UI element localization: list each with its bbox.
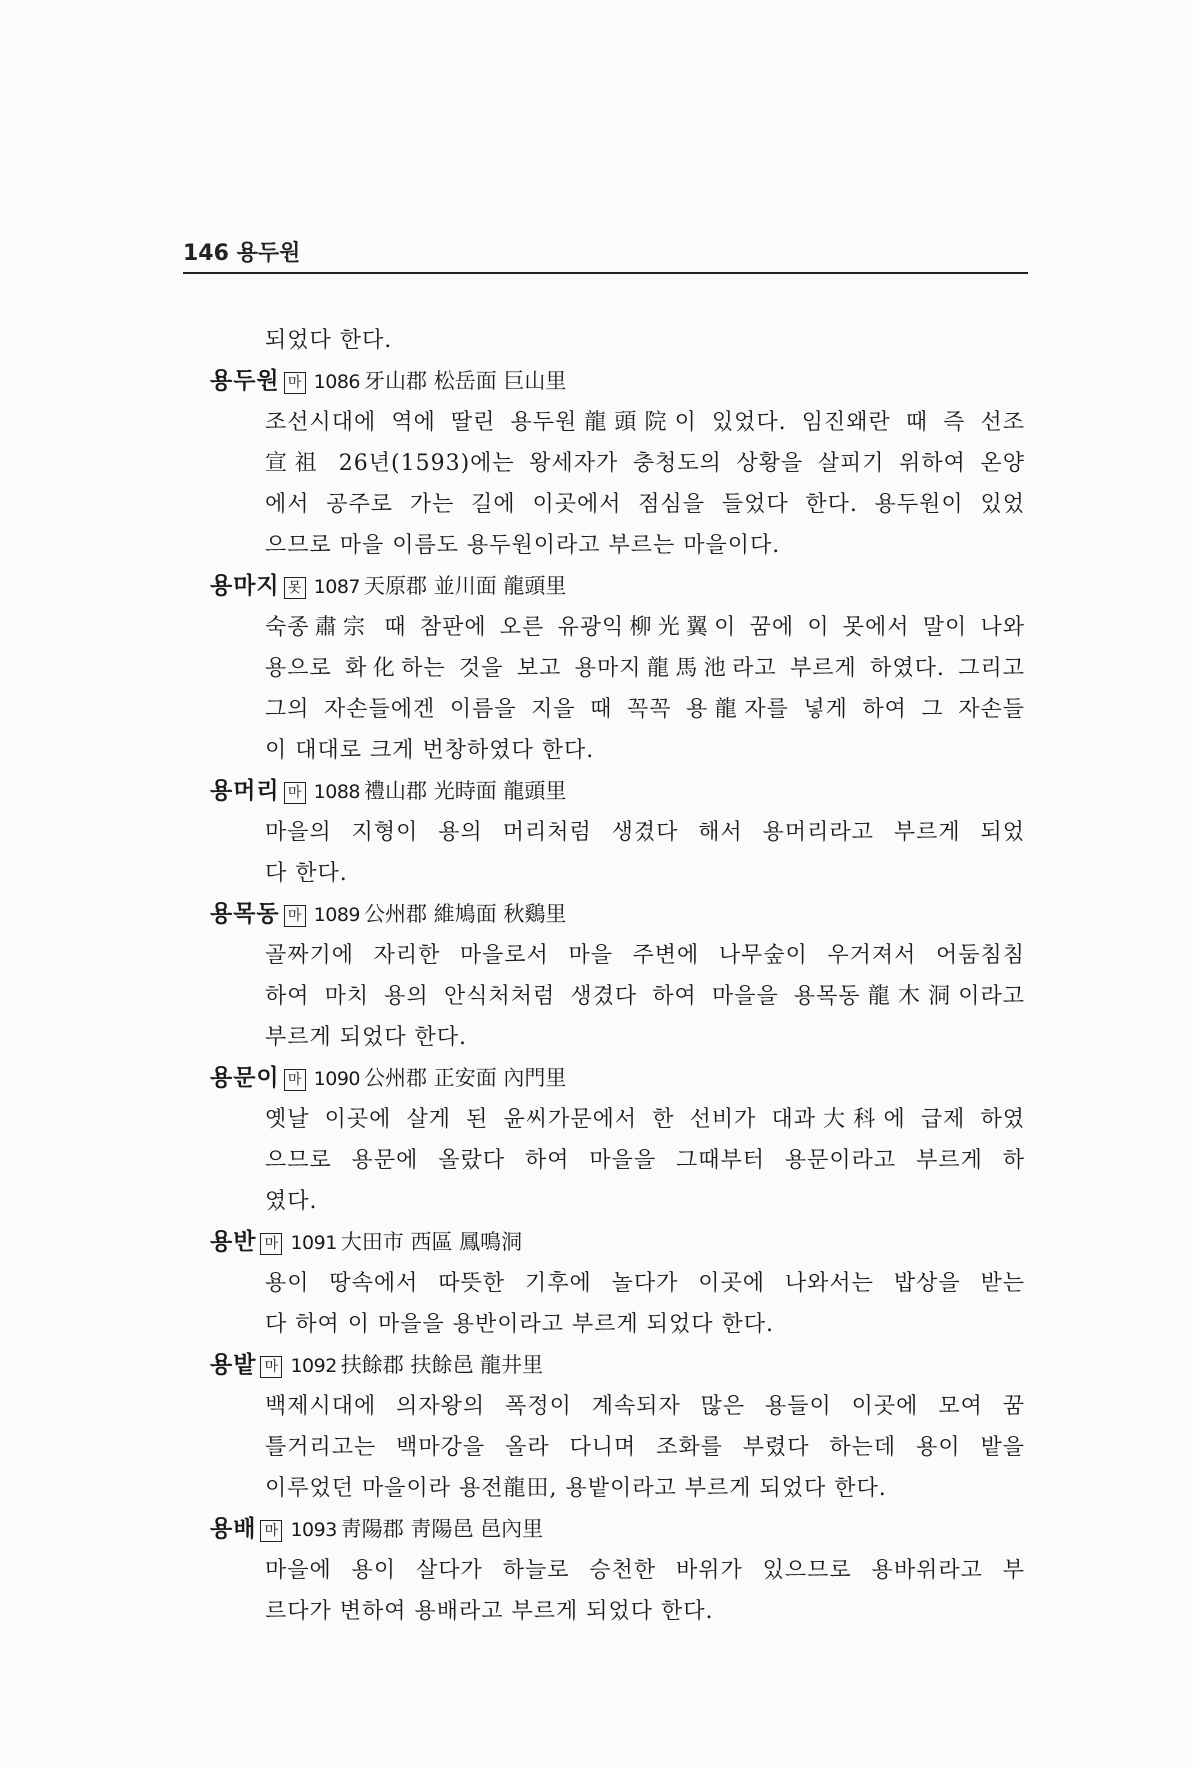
entry-headline xyxy=(210,894,1025,935)
description-line: 으므로 마을 이름도 용두원이라고 부르는 마을이다. xyxy=(265,533,781,558)
entry-description xyxy=(210,1263,1025,1345)
continuation-text: 되었다 한다. xyxy=(265,328,393,353)
entry-location: 牙山郡 松岳面 巨山里 xyxy=(364,369,567,393)
dictionary-entry xyxy=(210,894,1025,1058)
description-line: 이 대대로 크게 번창하였다 한다. xyxy=(265,738,595,763)
entry-title: 용문이 xyxy=(210,1065,280,1091)
entry-title: 용반 xyxy=(210,1229,257,1255)
entry-type-badge: 마 xyxy=(284,905,306,927)
entry-number: 1089 xyxy=(313,904,361,926)
entry-title: 용머리 xyxy=(210,778,280,804)
dictionary-entry xyxy=(210,1509,1025,1632)
entry-location: 禮山郡 光時面 龍頭里 xyxy=(364,779,567,803)
description-line: 으므로 용문에 올랐다 하여 마을을 그때부터 용문이라고 부르게 하 xyxy=(265,1148,1025,1173)
entry-number: 1090 xyxy=(313,1068,361,1090)
description-line: 골짜기에 자리한 마을로서 마을 주변에 나무숲이 우거져서 어둠침침 xyxy=(265,943,1025,968)
dictionary-entry xyxy=(210,361,1025,566)
description-line: 하여 마치 용의 안식처처럼 생겼다 하여 마을을 용목동龍木洞이라고 xyxy=(265,984,1025,1009)
description-line: 마을에 용이 살다가 하늘로 승천한 바위가 있으므로 용바위라고 부 xyxy=(265,1558,1025,1583)
entry-title: 용두원 xyxy=(210,368,280,394)
entry-number: 1092 xyxy=(290,1355,337,1377)
entry-location: 公州郡 正安面 內門里 xyxy=(364,1066,567,1090)
entry-type-badge: 마 xyxy=(284,1069,306,1091)
description-line: 에서 공주로 가는 길에 이곳에서 점심을 들었다 한다. 용두원이 있었 xyxy=(265,492,1025,517)
description-line: 부르게 되었다 한다. xyxy=(265,1025,467,1050)
entry-headline xyxy=(210,1222,1025,1263)
description-line: 였다. xyxy=(265,1189,318,1214)
entry-headline xyxy=(210,361,1025,402)
dictionary-entry xyxy=(210,771,1025,894)
dictionary-entry xyxy=(210,1222,1025,1345)
description-line: 다 한다. xyxy=(265,861,348,886)
entry-headline xyxy=(210,1509,1025,1550)
entry-description xyxy=(210,1099,1025,1222)
entry-type-badge: 마 xyxy=(260,1233,282,1255)
entry-title: 용밭 xyxy=(210,1352,257,1378)
entry-headline xyxy=(210,1058,1025,1099)
entry-location: 大田市 西區 鳳鳴洞 xyxy=(340,1230,523,1254)
entry-location: 公州郡 維鳩面 秋鷄里 xyxy=(364,902,567,926)
entry-type-badge: 마 xyxy=(284,782,306,804)
entry-description xyxy=(210,402,1025,566)
description-line: 용으로 화化하는 것을 보고 용마지龍馬池라고 부르게 하였다. 그리고 xyxy=(265,656,1025,681)
entry-description xyxy=(210,935,1025,1058)
dictionary-entry xyxy=(210,1345,1025,1509)
description-line: 다 하여 이 마을을 용반이라고 부르게 되었다 한다. xyxy=(265,1312,774,1337)
description-line: 틀거리고는 백마강을 올라 다니며 조화를 부렸다 하는데 용이 밭을 xyxy=(265,1435,1025,1460)
entry-type-badge: 마 xyxy=(284,372,306,394)
description-line: 조선시대에 역에 딸린 용두원龍頭院이 있었다. 임진왜란 때 즉 선조 xyxy=(265,410,1025,435)
entry-location: 天原郡 並川面 龍頭里 xyxy=(364,574,567,598)
dictionary-entry xyxy=(210,1058,1025,1222)
description-line: 이루었던 마을이라 용전龍田, 용밭이라고 부르게 되었다 한다. xyxy=(265,1476,887,1501)
description-line: 마을의 지형이 용의 머리처럼 생겼다 해서 용머리라고 부르게 되었 xyxy=(265,820,1025,845)
entry-location: 扶餘郡 扶餘邑 龍井里 xyxy=(340,1353,544,1377)
entry-headline xyxy=(210,566,1025,607)
entry-title: 용목동 xyxy=(210,901,280,927)
entry-type-badge: 마 xyxy=(260,1356,282,1378)
description-line: 宣祖 26년(1593)에는 왕세자가 충청도의 상황을 살피기 위하여 온양 xyxy=(265,451,1025,476)
entries-list xyxy=(210,320,1025,1632)
header-rule xyxy=(183,272,1028,274)
entry-number: 1087 xyxy=(313,576,361,598)
entry-location: 靑陽郡 靑陽邑 邑內里 xyxy=(340,1517,544,1541)
entry-title: 용마지 xyxy=(210,573,280,599)
entry-number: 1091 xyxy=(290,1232,337,1254)
entry-number: 1086 xyxy=(313,371,361,393)
description-line: 옛날 이곳에 살게 된 윤씨가문에서 한 선비가 대과大科에 급제 하였 xyxy=(265,1107,1025,1132)
entry-type-badge: 못 xyxy=(284,577,306,599)
entry-description xyxy=(210,1386,1025,1509)
description-line: 숙종肅宗 때 참판에 오른 유광익柳光翼이 꿈에 이 못에서 말이 나와 xyxy=(265,615,1025,640)
description-line: 르다가 변하여 용배라고 부르게 되었다 한다. xyxy=(265,1599,714,1624)
entry-description xyxy=(210,1550,1025,1632)
entry-number: 1093 xyxy=(290,1519,337,1541)
entry-number: 1088 xyxy=(313,781,361,803)
description-line: 백제시대에 의자왕의 폭정이 계속되자 많은 용들이 이곳에 모여 꿈 xyxy=(265,1394,1025,1419)
entry-headline xyxy=(210,1345,1025,1386)
description-line: 용이 땅속에서 따뜻한 기후에 놀다가 이곳에 나와서는 밥상을 받는 xyxy=(265,1271,1025,1296)
entries-container xyxy=(210,361,1025,1632)
entry-type-badge: 마 xyxy=(260,1520,282,1542)
dictionary-entry xyxy=(210,566,1025,771)
description-line: 그의 자손들에겐 이름을 지을 때 꼭꼭 용龍자를 넣게 하여 그 자손들 xyxy=(265,697,1025,722)
entry-title: 용배 xyxy=(210,1516,257,1542)
page-header: 146 용두원 xyxy=(183,241,301,266)
entry-headline xyxy=(210,771,1025,812)
entry-description xyxy=(210,812,1025,894)
entry-description xyxy=(210,607,1025,771)
